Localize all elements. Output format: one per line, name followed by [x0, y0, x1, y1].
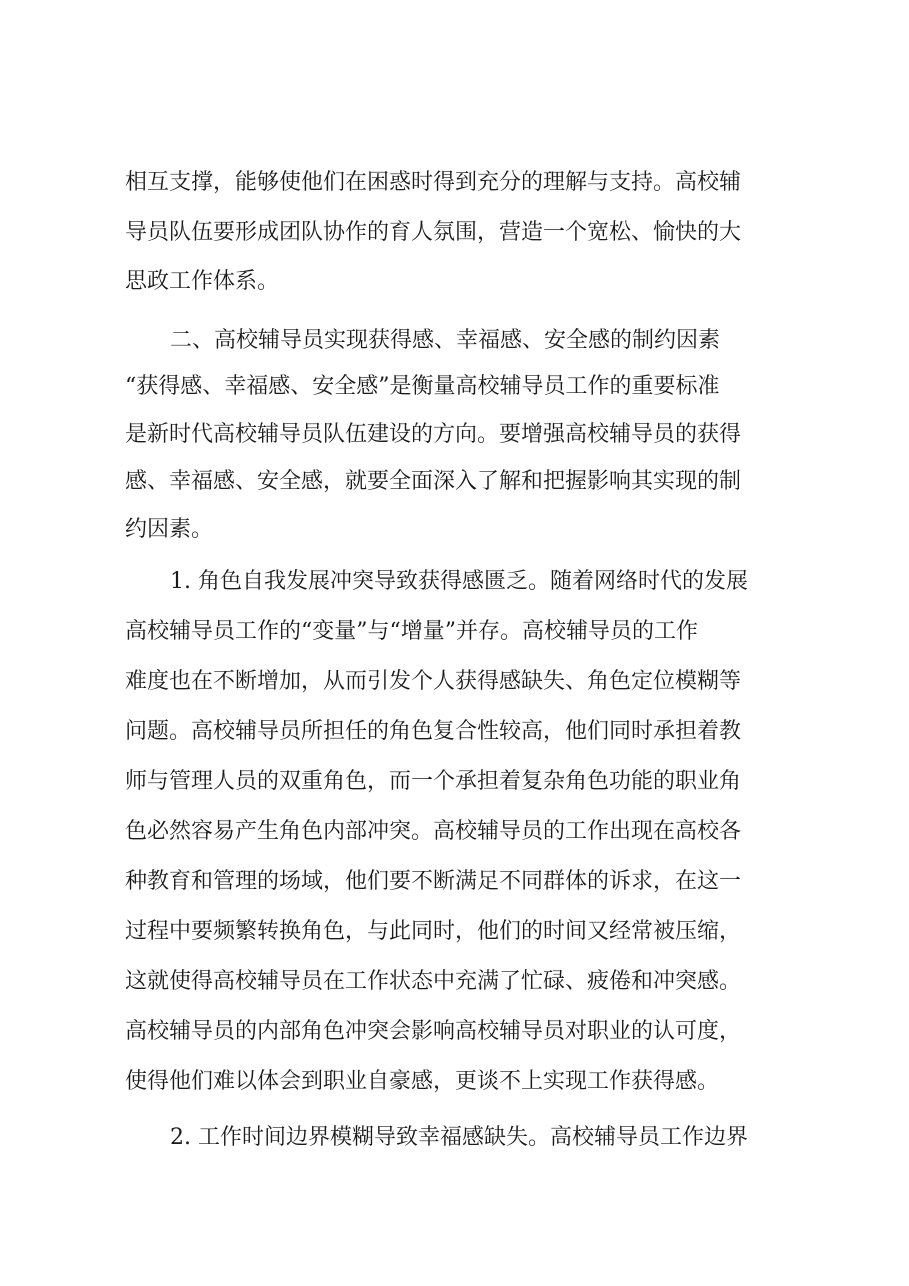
text-line: 色必然容易产生角色内部冲突。高校辅导员的工作出现在高校各	[125, 819, 742, 844]
text-line: 高校辅导员的内部角色冲突会影响高校辅导员对职业的认可度，	[125, 1019, 742, 1044]
text-line: 问题。高校辅导员所担任的角色复合性较高，他们同时承担着教	[125, 719, 742, 744]
text-line: “获得感、幸福感、安全感”是衡量高校辅导员工作的重要标准	[125, 374, 720, 399]
text-line: 相互支撑，能够使他们在困惑时得到充分的理解与支持。高校辅	[125, 170, 742, 195]
text-line: 2. 工作时间边界模糊导致幸福感缺失。高校辅导员工作边界	[170, 1125, 748, 1150]
text-line: 难度也在不断增加，从而引发个人获得感缺失、角色定位模糊等	[125, 669, 742, 694]
text-line: 感、幸福感、安全感，就要全面深入了解和把握影响其实现的制	[125, 469, 742, 494]
text-line: 高校辅导员工作的“变量”与“增量”并存。高校辅导员的工作	[125, 619, 698, 644]
text-line: 这就使得高校辅导员在工作状态中充满了忙碌、疲倦和冲突感。	[125, 969, 742, 994]
text-line: 导员队伍要形成团队协作的育人氛围，营造一个宽松、愉快的大	[125, 220, 742, 245]
text-line: 约因素。	[125, 517, 214, 542]
text-line: 是新时代高校辅导员队伍建设的方向。要增强高校辅导员的获得	[125, 422, 742, 447]
text-line: 师与管理人员的双重角色，而一个承担着复杂角色功能的职业角	[125, 769, 742, 794]
text-line: 使得他们难以体会到职业自豪感，更谈不上实现工作获得感。	[125, 1069, 720, 1094]
text-line: 过程中要频繁转换角色，与此同时，他们的时间又经常被压缩，	[125, 919, 742, 944]
text-line: 种教育和管理的场域，他们要不断满足不同群体的诉求，在这一	[125, 869, 742, 894]
text-line: 思政工作体系。	[125, 269, 280, 294]
section-heading: 二、高校辅导员实现获得感、幸福感、安全感的制约因素	[170, 328, 721, 353]
text-line: 1. 角色自我发展冲突导致获得感匮乏。随着网络时代的发展	[170, 569, 748, 594]
